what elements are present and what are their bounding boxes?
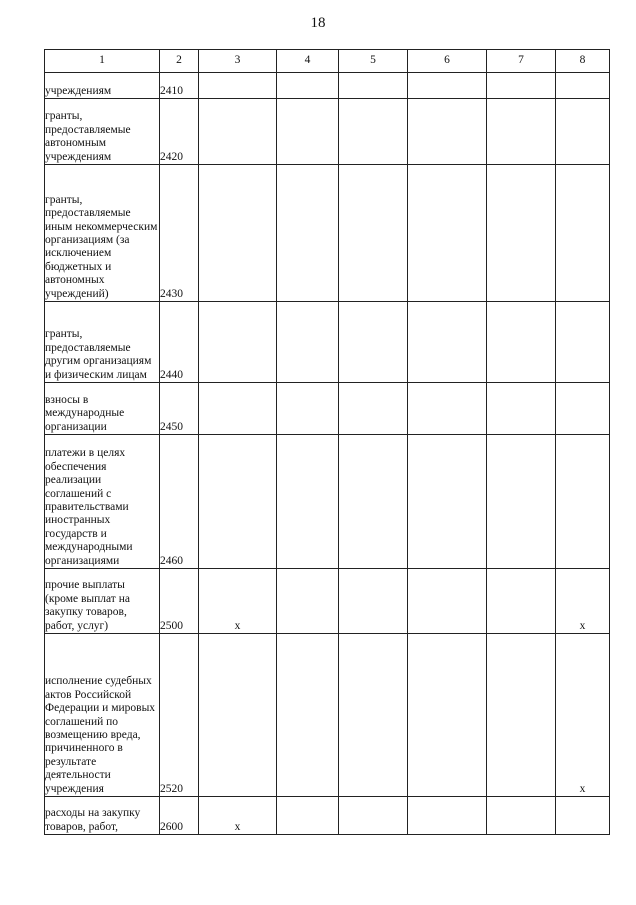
table-row (45, 435, 610, 569)
table-row (45, 99, 610, 165)
table-row (45, 634, 610, 797)
row-code: 2430 (160, 165, 199, 302)
cell-col5 (339, 165, 408, 302)
cell-col8: x (556, 569, 610, 634)
cell-col3 (199, 73, 277, 99)
header-col-1: 1 (45, 50, 160, 73)
row-code: 2440 (160, 302, 199, 383)
cell-col8 (556, 99, 610, 165)
row-name: исполнение судебных актов Российской Федерации и мировых соглашений по возмещению вреда, причиненного в результате деятельности учреждения (45, 634, 160, 797)
cell-col3 (199, 634, 277, 797)
cell-col5 (339, 99, 408, 165)
row-code: 2460 (160, 435, 199, 569)
cell-col3 (199, 99, 277, 165)
cell-col6 (408, 99, 487, 165)
cell-col4 (277, 569, 339, 634)
cell-col5 (339, 302, 408, 383)
cell-col7 (487, 302, 556, 383)
header-col-8: 8 (556, 50, 610, 73)
cell-col4 (277, 797, 339, 835)
cell-col7 (487, 73, 556, 99)
row-code: 2420 (160, 99, 199, 165)
table-row (45, 797, 610, 835)
cell-col3 (199, 302, 277, 383)
row-name: гранты, предоставляемые автономным учреждениям (45, 99, 160, 165)
header-row (45, 50, 610, 73)
row-name: платежи в целях обеспечения реализации соглашений с правительствами иностранных государств и международными организациями (45, 435, 160, 569)
row-code: 2410 (160, 73, 199, 99)
row-code: 2450 (160, 383, 199, 435)
page-number: 18 (310, 15, 326, 31)
row-code: 2500 (160, 569, 199, 634)
row-name: гранты, предоставляемые другим организациям и физическим лицам (45, 302, 160, 383)
cell-col3: x (199, 797, 277, 835)
cell-col4 (277, 99, 339, 165)
cell-col5 (339, 383, 408, 435)
cell-col8: x (556, 634, 610, 797)
cell-col7 (487, 797, 556, 835)
row-name: учреждениям (45, 73, 160, 99)
cell-col7 (487, 99, 556, 165)
header-col-7: 7 (487, 50, 556, 73)
cell-col4 (277, 165, 339, 302)
cell-col8 (556, 435, 610, 569)
header-col-6: 6 (408, 50, 487, 73)
cell-col6 (408, 302, 487, 383)
header-col-3: 3 (199, 50, 277, 73)
cell-col6 (408, 797, 487, 835)
cell-col6 (408, 569, 487, 634)
cell-col5 (339, 435, 408, 569)
cell-col3 (199, 165, 277, 302)
cell-col5 (339, 634, 408, 797)
cell-col4 (277, 383, 339, 435)
cell-col8 (556, 73, 610, 99)
cell-col4 (277, 302, 339, 383)
cell-col7 (487, 634, 556, 797)
cell-col7 (487, 435, 556, 569)
cell-col7 (487, 165, 556, 302)
table-row (45, 73, 610, 99)
row-name: прочие выплаты (кроме выплат на закупку товаров, работ, услуг) (45, 569, 160, 634)
table-row (45, 569, 610, 634)
cell-col6 (408, 383, 487, 435)
row-name: расходы на закупку товаров, работ, (45, 797, 160, 835)
cell-col3: x (199, 569, 277, 634)
cell-col6 (408, 73, 487, 99)
budget-table (44, 49, 610, 835)
cell-col8 (556, 383, 610, 435)
row-code: 2520 (160, 634, 199, 797)
table-row (45, 383, 610, 435)
cell-col8 (556, 797, 610, 835)
table-row (45, 165, 610, 302)
cell-col8 (556, 302, 610, 383)
cell-col4 (277, 435, 339, 569)
cell-col5 (339, 73, 408, 99)
header-col-2: 2 (160, 50, 199, 73)
cell-col3 (199, 435, 277, 569)
cell-col6 (408, 634, 487, 797)
cell-col5 (339, 569, 408, 634)
cell-col6 (408, 435, 487, 569)
cell-col7 (487, 383, 556, 435)
header-col-5: 5 (339, 50, 408, 73)
row-name: гранты, предоставляемые иным некоммерческим организациям (за исключением бюджетных и автономных учреждений) (45, 165, 160, 302)
row-code: 2600 (160, 797, 199, 835)
row-name: взносы в международные организации (45, 383, 160, 435)
cell-col4 (277, 73, 339, 99)
cell-col5 (339, 797, 408, 835)
cell-col4 (277, 634, 339, 797)
cell-col8 (556, 165, 610, 302)
cell-col6 (408, 165, 487, 302)
table-row (45, 302, 610, 383)
cell-col3 (199, 383, 277, 435)
header-col-4: 4 (277, 50, 339, 73)
cell-col7 (487, 569, 556, 634)
